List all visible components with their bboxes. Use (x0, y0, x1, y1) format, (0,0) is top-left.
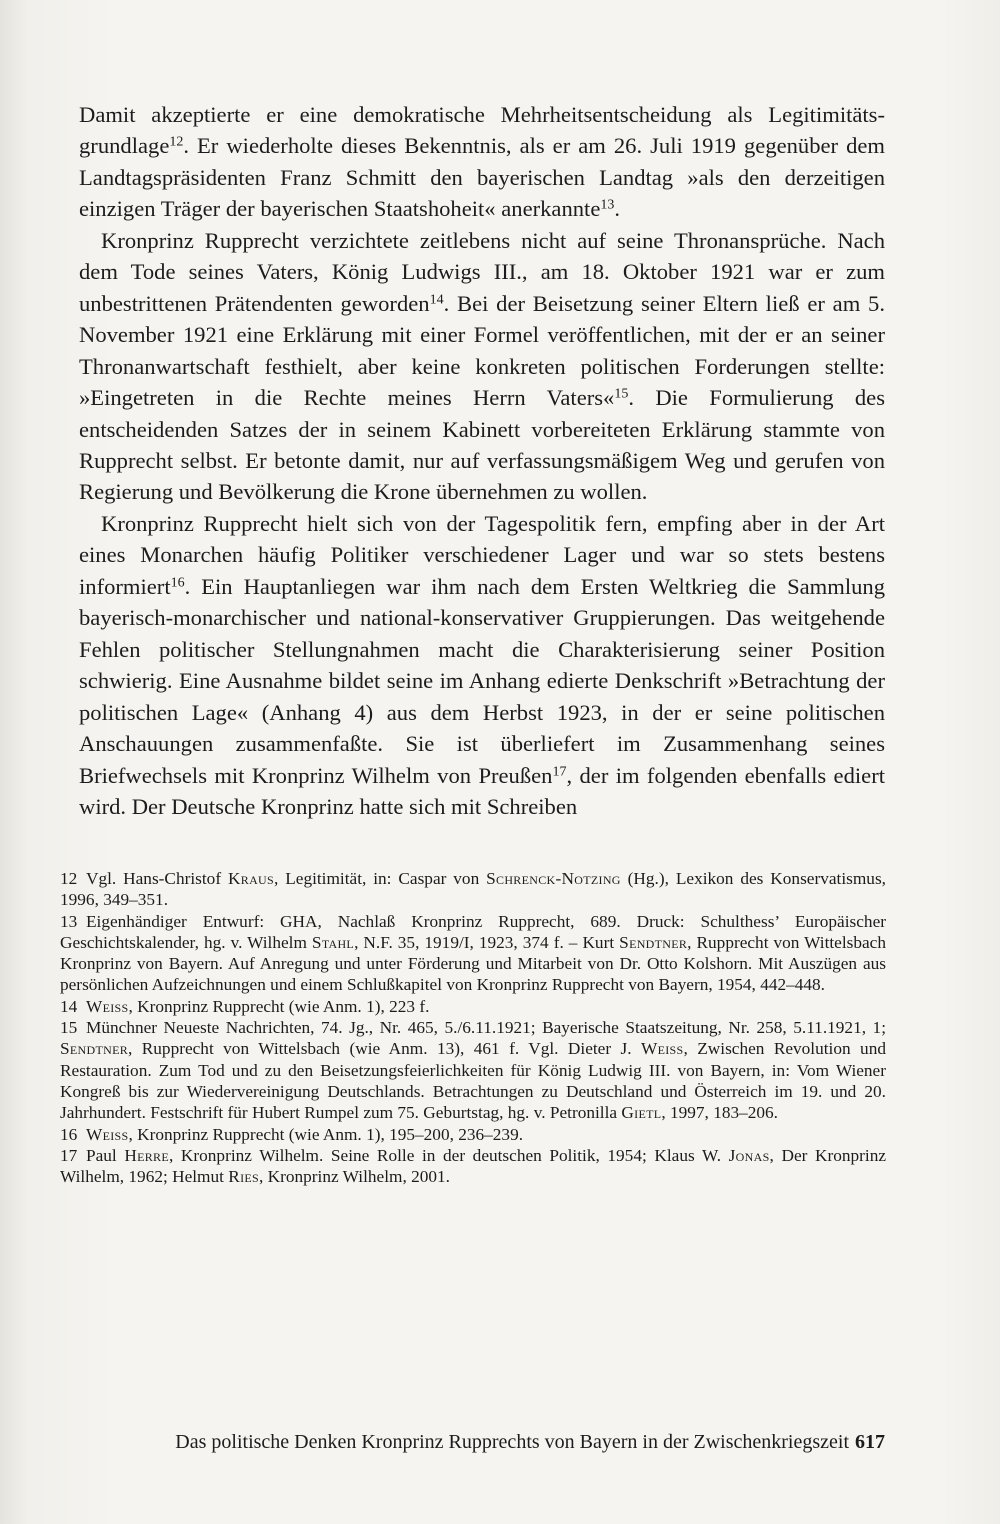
paragraph-1: Damit akzeptierte er eine demokratische Mehrheitsentscheidung als Legitimitätsgrundlage$^{12}$. Er wiederholte dieses Bekenntnis, als er am 26. Juli 1919 gegenüber dem Landtagspräsidenten Franz Schmitt den bayerischen Landtag »als den derzeitigen einzigen Träger der bayerischen Staatshoheit« anerkannte$^{13}$. (79, 102, 885, 222)
footnote-number: 17 (60, 1145, 78, 1165)
footnote-16: 16 Weiss, Kronprinz Rupprecht (wie Anm. 1), 195–200, 236–239. (60, 1124, 524, 1144)
footnote-13: 13 Eigenhändiger Entwurf: GHA, Nachlaß Kronprinz Rupprecht, 689. Druck: Schulthess’ Europäischer Geschichtskalender, hg. v. Wilhelm Stahl, N.F. 35, 1919/I, 1923, 374 f. – Kurt Sendtner, Rupprecht von Wittelsbach Kronprinz von Bayern. Auf Anregung und unter Förderung und Mitarbeit von Dr. Otto Kolshorn. Mit Auszügen aus persönlichen Aufzeichnungen und einem Schlußkapitel von Kronprinz Rupprecht von Bayern, 1954, 442–448. (60, 911, 886, 995)
footnote-ref-16: 16 (170, 575, 185, 591)
paragraph-2: Kronprinz Rupprecht verzichtete zeitlebens nicht auf seine Thronansprüche. Nach dem Tode seines Vaters, König Ludwigs III., am 18. Oktober 1921 war er zum unbestrittenen Prätendenten geworden$^{14}$. Bei der Beisetzung seiner Eltern ließ er am 5. November 1921 eine Erklärung mit einer Formel veröffentlichen, mit der er an seiner Thronanwartschaft festhielt, aber keine konkreten politischen Forderungen stellte: »Eingetreten in die Rechte meines Herrn Vaters«$^{15}$. Die Formulierung des entscheidenden Satzes der in seinem Kabinett vorbereiteten Erklärung stammte von Rupprecht selbst. Er betonte damit, nur auf verfassungsmäßigem Weg und gerufen von Regierung und Bevölkerung die Krone übernehmen zu wollen. (79, 227, 886, 505)
page-number: 617 (855, 1431, 885, 1453)
footnote-14: 14 Weiss, Kronprinz Rupprecht (wie Anm. 1), 223 f. (60, 996, 430, 1016)
footnote-15: 15 Münchner Neueste Nachrichten, 74. Jg., Nr. 465, 5./6.11.1921; Bayerische Staatszeitung, Nr. 258, 5.11.1921, 1; Sendtner, Rupprecht von Wittelsbach (wie Anm. 13), 461 f. Vgl. Dieter J. Weiss, Zwischen Revolution und Restauration. Zum Tod und zu den Beisetzungsfeierlichkeiten für König Ludwig III. von Bayern, in: Vom Wiener Kongreß bis zur Wiedervereinigung Deutschlands. Betrachtungen zu Deutschland und Österreich im 19. und 20. Jahrhundert. Festschrift für Hubert Rumpel zum 75. Geburtstag, hg. v. Petronilla Gietl, 1997, 183–206. (60, 1018, 886, 1123)
footnote-17: 17 Paul Herre, Kronprinz Wilhelm. Seine Rolle in der deutschen Politik, 1954; Klaus W. Jonas, Der Kronprinz Wilhelm, 1962; Helmut Ries, Kronprinz Wilhelm, 2001. (60, 1145, 887, 1187)
running-footer (0, 1428, 885, 1456)
footnote-ref-15: 15 (614, 386, 629, 402)
footnote-number: 15 (60, 1018, 78, 1038)
footnote-number: 13 (60, 911, 78, 931)
footnote-number: 16 (60, 1124, 78, 1144)
footnote-ref-13: 13 (600, 197, 615, 213)
main-text (79, 99, 885, 822)
footnote-number: 14 (60, 996, 78, 1016)
footnote-ref-12: 12 (169, 134, 184, 150)
footnote-ref-14: 14 (429, 292, 444, 308)
footnote-12: 12 Vgl. Hans-Christof Kraus, Legitimität, in: Caspar von Schrenck-Notzing (Hg.), Lexikon des Konservatismus, 1996, 349–351. (60, 869, 886, 910)
footnote-number: 12 (60, 869, 78, 888)
paragraph-3: Kronprinz Rupprecht hielt sich von der Tagespolitik fern, empfing aber in der Art eines Monarchen häufig Politiker verschiedener Lager und war so stets bestens informiert$^{16}$. Ein Hauptanliegen war ihm nach dem Ersten Weltkrieg die Sammlung bayerisch-monarchischer und national-konservativer Gruppierungen. Das weitgehende Fehlen politischer Stellungnahmen macht die Charakterisierung seiner Position schwierig. Eine Ausnahme bildet seine im Anhang edierte Denkschrift »Betrachtung der politischen Lage« (Anhang 4) aus dem Herbst 1923, in der er seine politischen Anschauungen zusammenfaßte. Sie ist überliefert im Zusammenhang seines Briefwechsels mit Kronprinz Wilhelm von Preußen$^{17}$, der im folgenden ebenfalls ediert wird. Der Deutsche Kronprinz hatte sich mit Schreiben (79, 510, 885, 819)
footnote-ref-17: 17 (552, 763, 567, 779)
running-title: Das politische Denken Kronprinz Rupprechts von Bayern in der Zwischenkriegszeit (175, 1431, 849, 1453)
footnotes (60, 868, 886, 1187)
